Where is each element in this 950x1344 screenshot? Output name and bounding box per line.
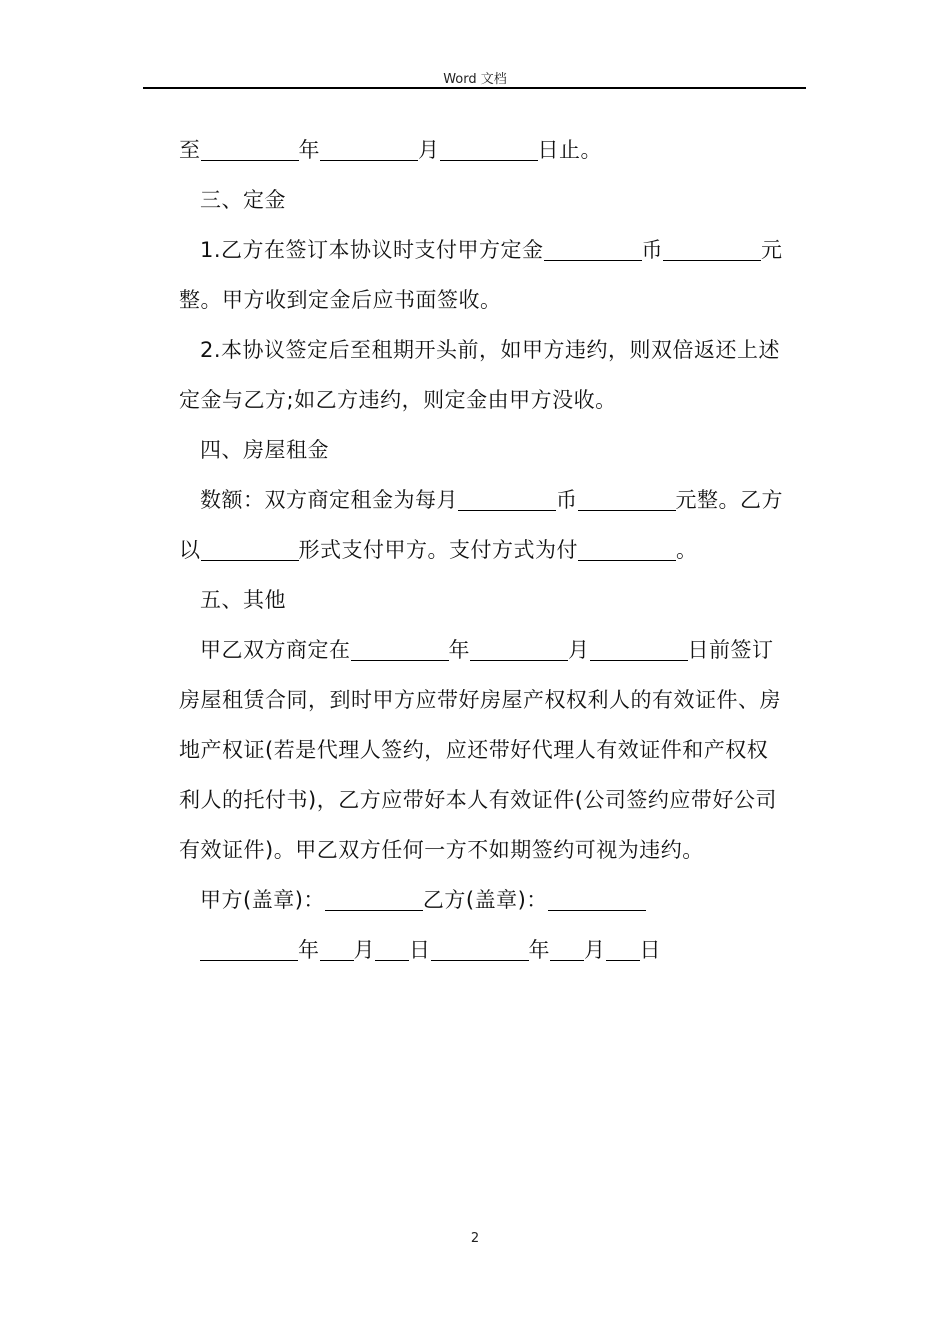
text: 元整。乙方 xyxy=(675,488,783,512)
blank-field xyxy=(550,942,584,961)
text: 日 xyxy=(639,938,661,962)
text-line: 地产权证(若是代理人签约，应还带好代理人有效证件和产权权 xyxy=(179,738,769,762)
text: 甲方(盖章)： xyxy=(200,888,325,912)
blank-field xyxy=(458,492,556,511)
text-line xyxy=(179,125,809,175)
text: 年 xyxy=(528,938,550,962)
text: 日止。 xyxy=(537,138,602,162)
page-header: Word 文档 xyxy=(443,72,507,87)
text-line xyxy=(179,625,809,675)
text: 币 xyxy=(641,238,664,262)
blank-field xyxy=(201,542,299,561)
header-divider xyxy=(143,87,806,89)
section-heading: 五、其他 xyxy=(200,588,286,612)
text: 月 xyxy=(353,938,375,962)
text: 月 xyxy=(584,938,606,962)
text: 月 xyxy=(568,638,590,662)
blank-field xyxy=(590,642,688,661)
text: 年 xyxy=(298,138,320,162)
blank-field xyxy=(470,642,568,661)
text-line xyxy=(179,475,809,525)
blank-field xyxy=(320,942,354,961)
text: 年 xyxy=(298,938,320,962)
text: 至 xyxy=(179,138,201,162)
text: 甲乙双方商定在 xyxy=(200,638,351,662)
blank-field xyxy=(663,242,761,261)
text-line: 有效证件)。甲乙双方任何一方不如期签约可视为违约。 xyxy=(179,838,704,862)
text-line: 2.本协议签定后至租期开头前，如甲方违约，则双倍返还上述 xyxy=(200,338,781,362)
section-heading: 三、定金 xyxy=(200,188,286,212)
text: 数额：双方商定租金为每月 xyxy=(200,488,458,512)
text: 元 xyxy=(761,238,783,262)
text-line: 利人的托付书)，乙方应带好本人有效证件(公司签约应带好公司 xyxy=(179,788,777,812)
text: 1.乙方在签订本协议时支付甲方定金 xyxy=(200,238,544,262)
text: 日前签订 xyxy=(687,638,774,662)
blank-field xyxy=(325,892,423,911)
text: 以 xyxy=(179,538,201,562)
text: 月 xyxy=(418,138,440,162)
blank-field xyxy=(431,942,529,961)
text: 年 xyxy=(448,638,470,662)
text-line xyxy=(179,525,809,575)
blank-field xyxy=(320,142,418,161)
blank-field xyxy=(548,892,646,911)
signature-line xyxy=(179,875,809,925)
blank-field xyxy=(351,642,449,661)
page-number: 2 xyxy=(470,1231,480,1246)
text-line: 定金与乙方;如乙方违约，则定金由甲方没收。 xyxy=(179,388,617,412)
date-line xyxy=(179,925,809,975)
blank-field xyxy=(578,492,676,511)
blank-field xyxy=(606,942,640,961)
text: 日 xyxy=(409,938,431,962)
blank-field xyxy=(375,942,409,961)
text-line xyxy=(179,225,809,275)
text: 币 xyxy=(556,488,578,512)
blank-field xyxy=(544,242,642,261)
blank-field xyxy=(578,542,676,561)
text-line: 整。甲方收到定金后应书面签收。 xyxy=(179,288,502,312)
text-line: 房屋租赁合同，到时甲方应带好房屋产权权利人的有效证件、房 xyxy=(179,688,781,712)
blank-field xyxy=(201,142,299,161)
document-body xyxy=(179,125,809,975)
text: 形式支付甲方。支付方式为付 xyxy=(298,538,578,562)
blank-field xyxy=(440,142,538,161)
blank-field xyxy=(200,942,298,961)
text: 。 xyxy=(676,538,698,562)
section-heading: 四、房屋租金 xyxy=(200,438,329,462)
text: 乙方(盖章)： xyxy=(422,888,548,912)
